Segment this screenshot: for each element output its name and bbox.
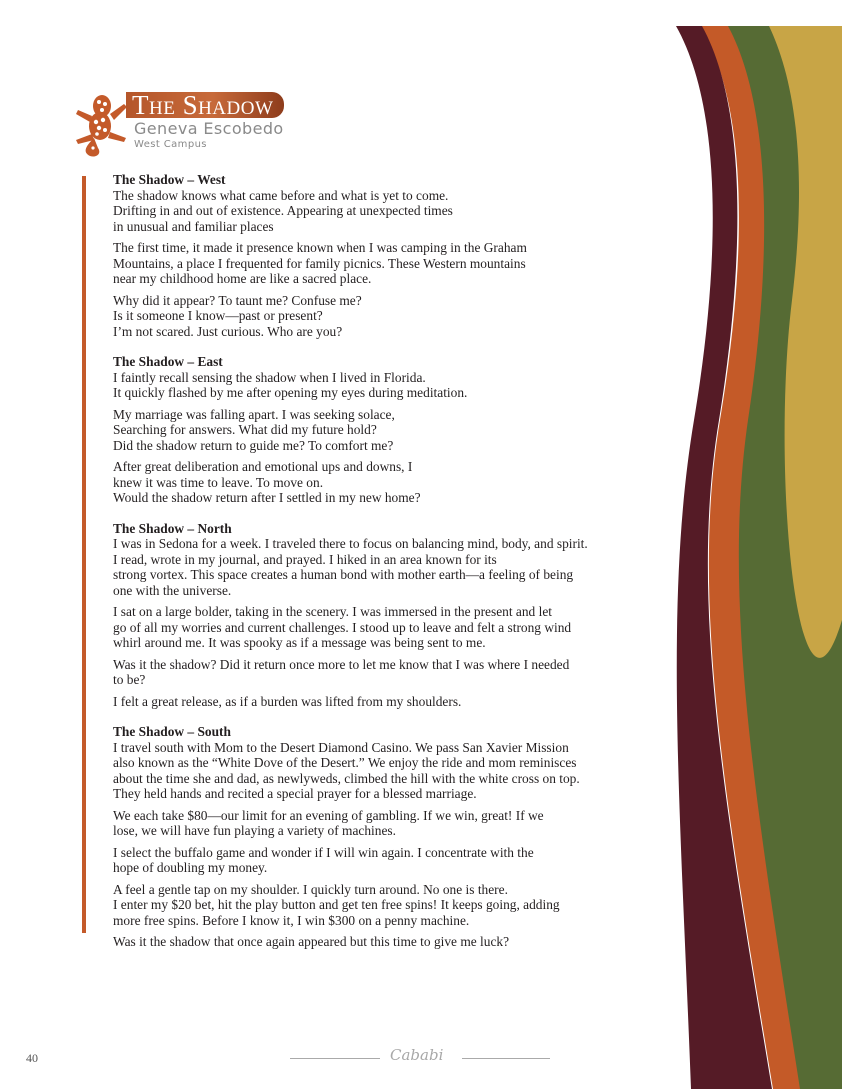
poem-body <box>113 172 593 965</box>
paragraph: I select the buffalo game and wonder if I will win again. I concentrate with the hope of doubling my money. <box>113 844 534 875</box>
article-title: The Shadow <box>132 90 274 120</box>
paragraph: A feel a gentle tap on my shoulder. I quickly turn around. No one is there. I enter my $20 bet, hit the play button and get ten free spins! It keeps going, adding more free spins. Before I know it, I win $300 on a penny machine. <box>113 881 560 928</box>
footer-brand: Cababi <box>390 1046 444 1064</box>
paragraph: We each take $80—our limit for an evening of gambling. If we win, great! If we lose, we will have fun playing a variety of machines. <box>113 807 544 838</box>
accent-rule <box>82 176 86 933</box>
paragraph: The shadow knows what came before and what is yet to come. Drifting in and out of existence. Appearing at unexpected times in unusual and familiar places <box>113 187 453 234</box>
article-header <box>68 90 318 170</box>
paragraph: After great deliberation and emotional ups and downs, I knew it was time to leave. To move on. Would the shadow return after I settled in my new home? <box>113 459 421 505</box>
paragraph: I travel south with Mom to the Desert Diamond Casino. We pass San Xavier Mission also known as the “White Dove of the Desert.” We enjoy the ride and mom reminisces about the time she and dad, as newlyweds, climbed the hill with the white cross on top. They held hands and recited a special prayer for a blessed marriage. <box>113 739 580 801</box>
paragraph: Why did it appear? To taunt me? Confuse me? Is it someone I know—past or present? I’m not scared. Just curious. Who are you? <box>113 292 362 339</box>
paragraph: I faintly recall sensing the shadow when I lived in Florida. It quickly flashed by me after opening my eyes during meditation. <box>113 369 468 400</box>
footer-divider-left <box>290 1058 380 1059</box>
paragraph: I sat on a large bolder, taking in the scenery. I was immersed in the present and let go of all my worries and current challenges. I stood up to leave and felt a strong wind whirl around me. It was spooky as if a message was being sent to me. <box>113 604 572 650</box>
paragraph: The first time, it made it presence known when I was camping in the Graham Mountains, a place I frequented for family picnics. These Western mountains near my childhood home are like a sacred place. <box>113 240 527 286</box>
page-number: 40 <box>26 1051 38 1065</box>
paragraph: I felt a great release, as if a burden was lifted from my shoulders. <box>113 693 462 709</box>
section-heading: The Shadow – East <box>113 354 223 369</box>
paragraph: I was in Sedona for a week. I traveled there to focus on balancing mind, body, and spirit. I read, wrote in my journal, and prayed. I hiked in an area known for its strong vortex. This space creates a human bond with mother earth—a feeling of being one with the universe. <box>113 536 588 598</box>
campus-label: West Campus <box>134 139 207 150</box>
section-north <box>113 521 593 710</box>
section-heading: The Shadow – North <box>113 520 232 536</box>
footer-divider-right <box>462 1058 550 1059</box>
section-east <box>113 354 593 506</box>
paragraph: Was it the shadow that once again appeared but this time to give me luck? <box>113 934 510 949</box>
section-west <box>113 172 593 339</box>
section-heading: The Shadow – South <box>113 724 231 739</box>
paragraph: My marriage was falling apart. I was seeking solace, Searching for answers. What did my future hold? Did the shadow return to guide me? To comfort me? <box>113 406 395 453</box>
section-heading: The Shadow – West <box>113 172 226 187</box>
paragraph: Was it the shadow? Did it return once more to let me know that I was where I needed to be? <box>113 656 570 687</box>
section-south <box>113 724 593 950</box>
gecko-icon <box>72 92 132 158</box>
author-name: Geneva Escobedo <box>134 119 284 138</box>
